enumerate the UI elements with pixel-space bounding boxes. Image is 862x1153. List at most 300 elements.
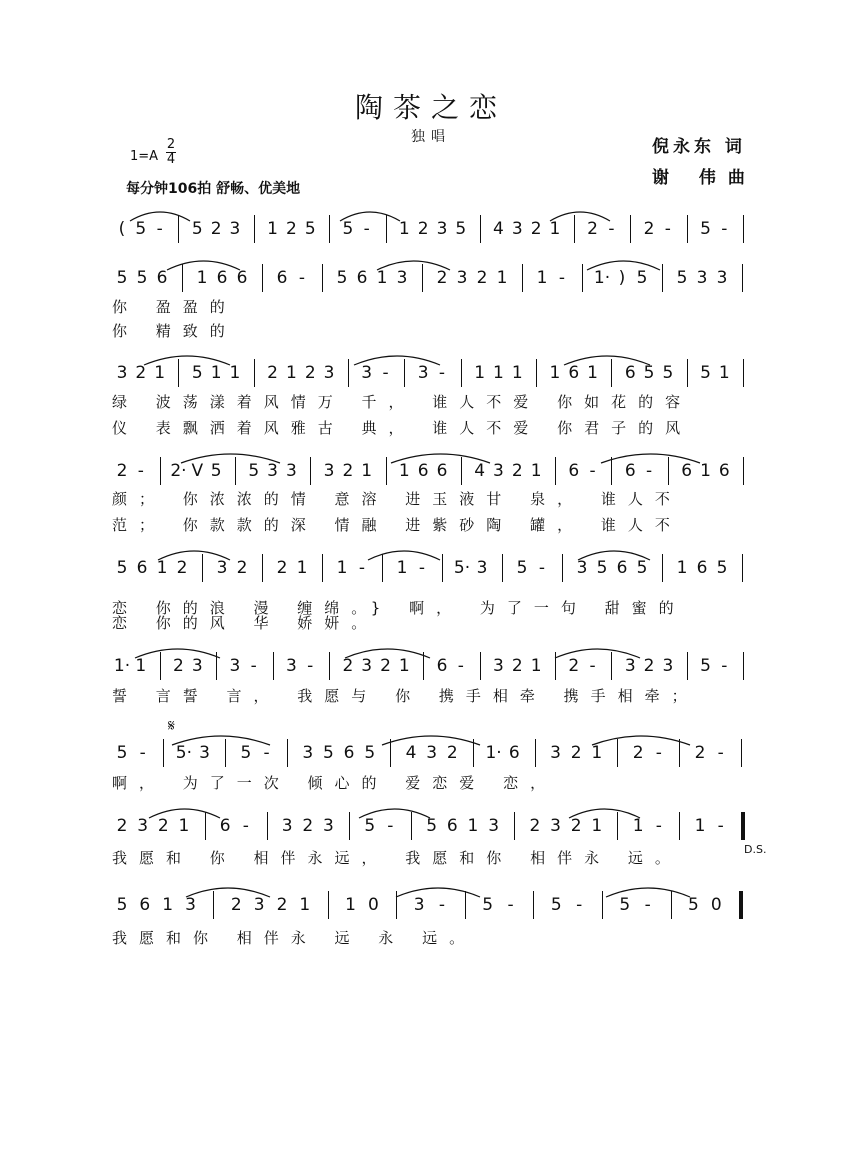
score-note: 6	[718, 461, 730, 481]
score-note: 3	[662, 656, 674, 676]
barline	[533, 891, 534, 919]
score-note: 1	[336, 558, 348, 578]
score-note: 1	[496, 268, 508, 288]
score-note: 0	[368, 895, 379, 915]
lyric-line: 恋 你的浪 漫 缠绵。} 啊， 为了一句 甜蜜的	[112, 599, 686, 617]
score-note: 3	[323, 363, 335, 383]
score-note: 5	[342, 219, 354, 239]
score-note: 3	[413, 895, 425, 915]
score-note: 3	[191, 656, 203, 676]
lyric-line: 你 精致的	[112, 322, 237, 340]
barline	[742, 554, 743, 582]
barline	[262, 554, 263, 582]
score-note: -	[382, 363, 389, 383]
score-system-9	[112, 889, 772, 921]
performance-type: 独唱	[411, 129, 451, 145]
score-note: 2	[342, 461, 354, 481]
score-note: -	[387, 816, 394, 836]
score-note: 1	[587, 363, 598, 383]
lyric-line: 范； 你款款的深 情融 进紫砂陶 罐， 谁人不	[112, 516, 682, 534]
score-note: -	[242, 816, 249, 836]
barline	[205, 812, 206, 840]
score-note: 5	[191, 219, 203, 239]
score-note: 3	[476, 558, 488, 578]
score-note: 2	[230, 895, 242, 915]
song-title: 陶茶之恋	[354, 91, 507, 124]
score-note: 2	[570, 743, 582, 763]
score-note: 5	[336, 268, 348, 288]
barline	[160, 652, 161, 680]
barline	[611, 457, 612, 485]
score-note: 1	[376, 268, 388, 288]
time-sig-bottom: 4	[166, 152, 176, 167]
barline	[743, 652, 744, 680]
barline	[235, 457, 236, 485]
lyric-line: 誓 言誓 言， 我愿与 你 携手相牵 携手相牵；	[112, 687, 699, 705]
score-note: 1	[345, 895, 356, 915]
score-note: 2	[302, 816, 314, 836]
score-note: 2	[176, 558, 188, 578]
score-note: 5	[455, 219, 467, 239]
score-note: 5	[210, 461, 222, 481]
barline	[687, 359, 688, 387]
score-note: 5	[700, 656, 711, 676]
score-note: -	[358, 558, 366, 578]
score-note: 2	[632, 743, 644, 763]
score-note: 2	[276, 558, 288, 578]
score-note: (	[118, 219, 126, 239]
barline	[182, 264, 183, 292]
barline	[423, 652, 424, 680]
score-note: 6	[568, 461, 580, 481]
score-note: 1·	[593, 268, 611, 288]
score-note: 5	[136, 268, 148, 288]
score-note: 1·	[485, 743, 502, 763]
barline	[602, 891, 603, 919]
score-note: 2	[587, 219, 598, 239]
score-note: 2	[694, 743, 706, 763]
score-note: 1	[467, 816, 479, 836]
score-note: 5	[364, 816, 376, 836]
barline	[461, 457, 462, 485]
barline	[225, 739, 226, 767]
score-note: 2	[446, 743, 458, 763]
score-note: 1	[398, 461, 410, 481]
score-note: 6	[624, 363, 636, 383]
score-note: 1	[718, 363, 730, 383]
barline	[442, 554, 443, 582]
score-note: -	[263, 743, 270, 763]
score-note: -	[298, 268, 306, 288]
lyric-line: 我愿和 你 相伴永远， 我愿和你 相伴永 远。	[112, 849, 682, 867]
barline	[349, 812, 350, 840]
score-note: 1	[210, 363, 222, 383]
score-note: 1	[530, 656, 542, 676]
score-note: 6	[139, 895, 151, 915]
score-note: 5	[116, 895, 128, 915]
barline	[254, 359, 255, 387]
barline	[422, 264, 423, 292]
barline	[514, 812, 515, 840]
segno-sign: 𝄋	[168, 716, 175, 735]
score-note: 3	[456, 268, 468, 288]
score-note: 2	[436, 268, 448, 288]
score-note: -	[538, 558, 546, 578]
barline	[178, 359, 179, 387]
score-note: 2	[342, 656, 354, 676]
barline	[679, 812, 680, 840]
barline	[611, 359, 612, 387]
score-note: 2·	[170, 461, 187, 481]
score-note: 1	[156, 558, 168, 578]
score-note: 3	[716, 268, 728, 288]
score-note: 1	[178, 816, 190, 836]
barline	[743, 215, 744, 243]
barline	[562, 554, 563, 582]
time-sig-top: 2	[166, 137, 176, 152]
score-note: 3	[361, 656, 373, 676]
score-note: 3	[229, 656, 241, 676]
barline	[687, 652, 688, 680]
score-note: 5	[482, 895, 494, 915]
barline	[671, 891, 672, 919]
score-note: 6	[436, 656, 448, 676]
barline	[329, 652, 330, 680]
score-note: 6	[356, 268, 368, 288]
barline	[536, 359, 537, 387]
tempo-marking: 每分钟106拍 舒畅、优美地	[126, 181, 301, 197]
barline	[480, 652, 481, 680]
score-note: -	[721, 656, 728, 676]
score-note: 3	[417, 363, 429, 383]
barline	[473, 739, 474, 767]
score-note: 1	[591, 743, 603, 763]
barline	[582, 264, 583, 292]
barline	[322, 264, 323, 292]
final-barline	[741, 812, 745, 840]
barline	[411, 812, 412, 840]
score-note: 0	[710, 895, 722, 915]
score-note: 6	[616, 558, 628, 578]
barline	[535, 739, 536, 767]
score-system-6	[112, 650, 772, 682]
score-note: -	[645, 461, 653, 481]
score-note: 5	[426, 816, 438, 836]
score-note: 5	[191, 363, 203, 383]
score-note: 1	[285, 363, 297, 383]
score-note: 2	[276, 895, 288, 915]
score-note: 2	[476, 268, 488, 288]
score-note: 6	[156, 268, 168, 288]
score-note: 3	[550, 816, 561, 836]
lyricist-credit: 倪永东 词	[652, 137, 746, 157]
score-note: 5	[116, 558, 128, 578]
score-note: 5	[516, 558, 528, 578]
barline	[404, 359, 405, 387]
score-note: -	[717, 816, 724, 836]
score-note: 2	[511, 656, 523, 676]
score-note: -	[250, 656, 257, 676]
score-note: 5	[596, 558, 608, 578]
lyric-line: 恋 你的风 华 娇妍。	[112, 614, 379, 632]
score-note: 2	[210, 219, 222, 239]
score-note: -	[644, 895, 651, 915]
score-note: 3	[624, 656, 636, 676]
score-note: 3	[323, 461, 335, 481]
score-note: 5	[304, 219, 316, 239]
score-note: 2	[236, 558, 248, 578]
score-note: 5	[550, 895, 562, 915]
score-note: 6	[343, 743, 355, 763]
score-note: 5	[636, 268, 648, 288]
score-note: 5	[364, 743, 376, 763]
score-note: 5	[116, 268, 128, 288]
score-note: 3	[185, 895, 196, 915]
score-note: 1	[299, 895, 311, 915]
score-note: 1	[591, 816, 603, 836]
score-note: 3	[323, 816, 334, 836]
score-note: 3	[199, 743, 210, 763]
barline	[382, 554, 383, 582]
score-note: 1	[396, 558, 408, 578]
score-note: -	[655, 743, 662, 763]
score-note: 3	[493, 656, 504, 676]
score-system-7	[112, 737, 772, 769]
barline	[574, 215, 575, 243]
score-note: 2	[116, 816, 128, 836]
score-note: 3	[116, 363, 128, 383]
barline	[287, 739, 288, 767]
barline	[741, 739, 742, 767]
score-note: 5	[700, 219, 711, 239]
score-note: 1	[398, 219, 410, 239]
score-note: -	[139, 743, 146, 763]
score-note: 2	[643, 656, 655, 676]
barline	[202, 554, 203, 582]
score-system-5	[112, 552, 772, 584]
score-note: -	[307, 656, 314, 676]
score-note: 6	[436, 461, 448, 481]
score-note: -	[507, 895, 514, 915]
score-note: -	[457, 656, 464, 676]
barline	[348, 359, 349, 387]
barline	[267, 812, 268, 840]
score-note: -	[589, 461, 596, 481]
score-note: 1	[493, 363, 504, 383]
score-system-2	[112, 262, 772, 294]
barline	[662, 264, 663, 292]
barline	[310, 457, 311, 485]
barline	[480, 215, 481, 243]
score-system-8	[112, 810, 772, 842]
score-note: 5	[676, 268, 688, 288]
score-note: 5	[323, 743, 334, 763]
score-note: 1	[296, 558, 308, 578]
score-note: 6	[216, 268, 228, 288]
barline	[178, 215, 179, 243]
barline	[617, 812, 618, 840]
barline	[386, 215, 387, 243]
score-note: 6	[696, 558, 708, 578]
score-note: -	[717, 743, 724, 763]
barline	[617, 739, 618, 767]
score-note: 5	[643, 363, 655, 383]
lyric-line: 啊， 为了一次 倾心的 爱恋爱 恋，	[112, 774, 558, 792]
score-note: 1	[700, 461, 711, 481]
score-note: 3	[396, 268, 408, 288]
barline	[216, 652, 217, 680]
score-note: -	[721, 219, 728, 239]
barline	[213, 891, 214, 919]
score-note: 2	[173, 656, 184, 676]
score-note: V	[191, 461, 204, 481]
score-note: 5	[716, 558, 728, 578]
score-note: 2	[157, 816, 169, 836]
score-system-3	[112, 357, 772, 389]
score-note: 5	[135, 219, 147, 239]
score-note: 5	[619, 895, 631, 915]
score-note: )	[618, 268, 626, 288]
score-note: 5	[240, 743, 252, 763]
score-note: 6	[508, 743, 520, 763]
composer-credit: 谢 伟曲	[652, 168, 757, 188]
score-note: 3	[576, 558, 588, 578]
score-note: -	[655, 816, 662, 836]
score-note: 6	[219, 816, 231, 836]
score-note: 3	[302, 743, 314, 763]
barline	[522, 264, 523, 292]
score-note: 2	[380, 656, 391, 676]
score-note: 6	[446, 816, 458, 836]
key-signature: 1=A	[130, 149, 159, 164]
score-note: 1	[267, 219, 278, 239]
barline	[396, 891, 397, 919]
score-note: 2	[116, 461, 128, 481]
barline	[262, 264, 263, 292]
score-note: 3	[216, 558, 228, 578]
barline	[679, 739, 680, 767]
score-note: -	[156, 219, 163, 239]
score-note: 6	[681, 461, 693, 481]
score-note: 1	[361, 461, 373, 481]
barline	[465, 891, 466, 919]
barline	[611, 652, 612, 680]
score-note: 5·	[175, 743, 193, 763]
barline	[390, 739, 391, 767]
score-note: 1	[154, 363, 166, 383]
barline	[555, 457, 556, 485]
score-note: -	[558, 268, 566, 288]
score-note: 1	[511, 363, 523, 383]
score-note: 1	[135, 656, 147, 676]
score-note: 3	[137, 816, 149, 836]
barline	[461, 359, 462, 387]
score-note: 5	[700, 363, 711, 383]
score-note: 4	[474, 461, 486, 481]
score-note: 1	[676, 558, 688, 578]
barline	[555, 652, 556, 680]
score-note: 2	[267, 363, 278, 383]
time-signature	[165, 138, 177, 167]
score-note: -	[438, 363, 446, 383]
score-note: -	[137, 461, 144, 481]
barline	[502, 554, 503, 582]
score-note: 5	[636, 558, 648, 578]
score-note: 2	[417, 219, 429, 239]
score-note: 2	[511, 461, 523, 481]
score-note: 3	[511, 219, 523, 239]
score-note: 5	[116, 743, 128, 763]
barline	[322, 554, 323, 582]
barline	[687, 215, 688, 243]
score-note: 5	[248, 461, 260, 481]
score-note: 3	[253, 895, 265, 915]
barline	[668, 457, 669, 485]
score-system-1	[112, 213, 772, 245]
score-note: 1	[229, 363, 241, 383]
score-note: 5	[688, 895, 699, 915]
lyric-line: 颜； 你浓浓的情 意溶 进玉液甘 泉， 谁人不	[112, 490, 682, 508]
score-note: -	[664, 219, 671, 239]
score-note: 1	[474, 363, 486, 383]
score-note: -	[438, 895, 446, 915]
score-note: 2	[285, 219, 297, 239]
score-note: 5	[662, 363, 674, 383]
score-note: 3	[436, 219, 448, 239]
barline	[662, 554, 663, 582]
score-note: -	[589, 656, 596, 676]
barline	[273, 652, 274, 680]
score-note: -	[363, 219, 370, 239]
ds-mark: D.S.	[744, 843, 767, 856]
score-system-4	[112, 455, 772, 487]
barline	[163, 739, 164, 767]
score-note: 6	[624, 461, 636, 481]
score-note: 6	[417, 461, 429, 481]
score-note: 1	[398, 656, 410, 676]
score-note: 2	[643, 219, 655, 239]
score-note: 2	[529, 816, 541, 836]
final-barline	[739, 891, 743, 919]
score-note: 1	[530, 461, 542, 481]
score-note: 1	[196, 268, 208, 288]
barline	[329, 215, 330, 243]
barline	[160, 457, 161, 485]
score-note: 4	[493, 219, 504, 239]
score-note: 3	[696, 268, 708, 288]
score-note: -	[576, 895, 583, 915]
lyric-line: 我愿和你 相伴永 远 永 远。	[112, 929, 477, 947]
score-note: 1	[694, 816, 706, 836]
barline	[386, 457, 387, 485]
score-note: 1·	[113, 656, 131, 676]
barline	[328, 891, 329, 919]
score-note: 3	[281, 816, 293, 836]
score-note: 1	[549, 363, 561, 383]
lyric-line: 仪 表飘洒着风雅古 典， 谁人不爱 你君子的风	[112, 419, 693, 437]
score-note: 6	[236, 268, 248, 288]
score-note: 2	[568, 656, 580, 676]
score-note: 3	[488, 816, 500, 836]
barline	[743, 457, 744, 485]
score-note: 4	[405, 743, 417, 763]
barline	[743, 359, 744, 387]
score-note: 3	[426, 743, 438, 763]
score-note: 3	[493, 461, 504, 481]
score-note: 3	[550, 743, 561, 763]
score-note: 3	[229, 219, 241, 239]
barline	[742, 264, 743, 292]
